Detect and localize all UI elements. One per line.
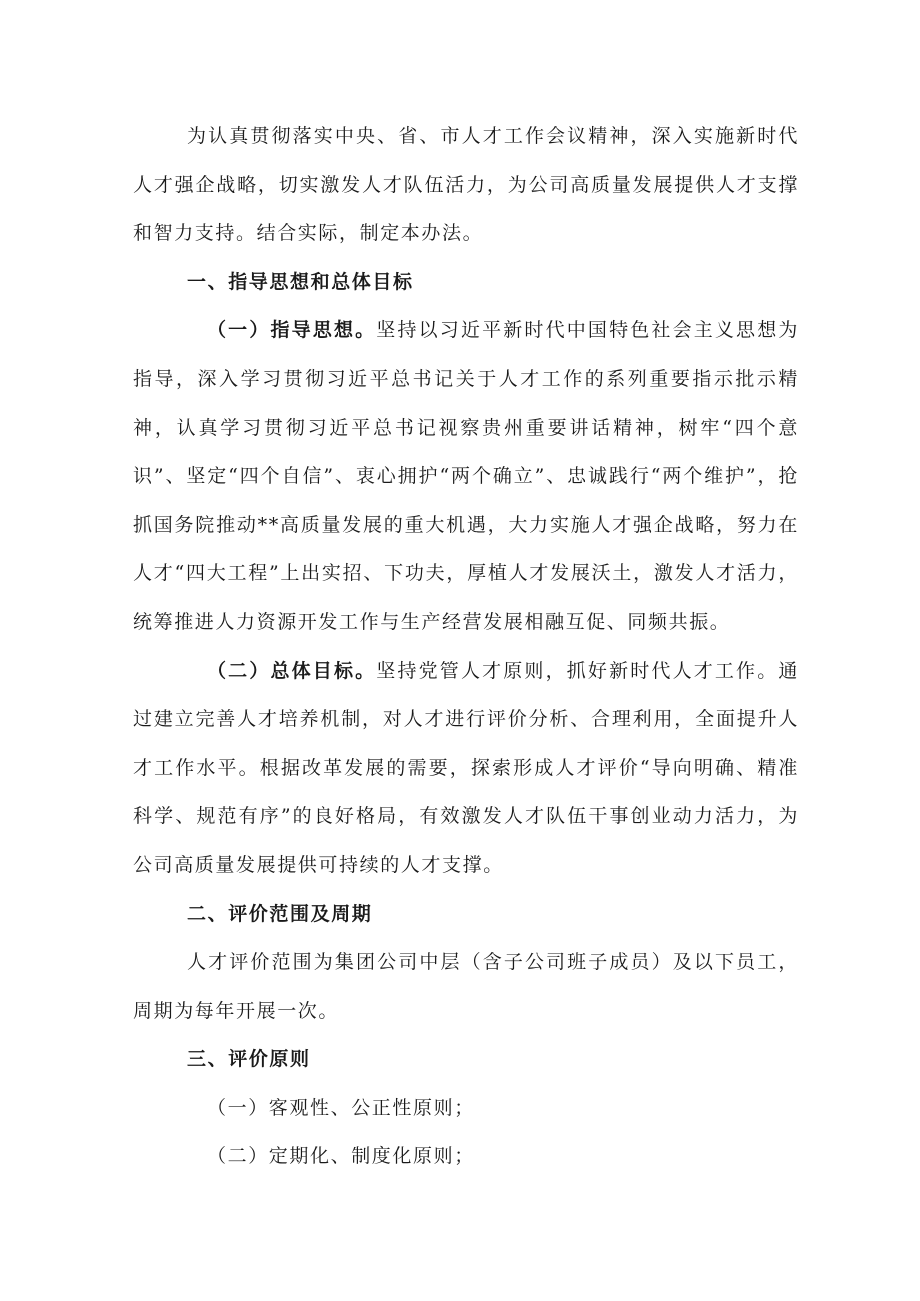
guiding-ideology-paragraph — [133, 306, 799, 646]
principle-item: （一）客观性、公正性原则； — [207, 1096, 475, 1119]
overall-goal-body: 坚持党管人才原则，抓好新时代人才工作。通过建立完善人才培养机制，对人才进行评价分析、合理利用，全面提升人才工作水平。根据改革发展的需要，探索形成人才评价“导向明确、精准科学、规范有序”的良好格局，有效激发人才队伍干事创业动力活力，为公司高质量发展提供可持续的人才支撑。 — [133, 659, 799, 876]
section-2-heading: 二、评价范围及周期 — [187, 902, 373, 925]
evaluation-scope-paragraph: 人才评价范围为集团公司中层（含子公司班子成员）及以下员工，周期为每年开展一次。 — [133, 951, 799, 1022]
overall-goal-lead: （二）总体目标。 — [207, 659, 377, 682]
guiding-ideology-body: 坚持以习近平新时代中国特色社会主义思想为指导，深入学习贯彻习近平总书记关于人才工作的系列重要指示批示精神，认真学习贯彻习近平总书记视察贵州重要讲话精神，树牢“四个意识”、坚定“四个自信”、衷心拥护“两个确立”、忠诚践行“两个维护”，抢抓国务院推动**高质量发展的重大机遇，大力实施人才强企战略，努力在人才“四大工程”上出实招、下功夫，厚植人才发展沃土，激发人才活力，统筹推进人力资源开发工作与生产经营发展相融互促、同频共振。 — [133, 319, 799, 633]
section-3-heading: 三、评价原则 — [187, 1048, 311, 1071]
overall-goal-paragraph — [133, 647, 799, 890]
principle-item: （二）定期化、制度化原则； — [207, 1145, 475, 1168]
guiding-ideology-lead: （一）指导思想。 — [207, 319, 377, 342]
intro-paragraph: 为认真贯彻落实中央、省、市人才工作会议精神，深入实施新时代人才强企战略，切实激发人才队伍活力，为公司高质量发展提供人才支撑和智力支持。结合实际，制定本办法。 — [133, 125, 799, 245]
document-page — [133, 112, 799, 1181]
section-1-heading: 一、指导思想和总体目标 — [187, 270, 414, 293]
